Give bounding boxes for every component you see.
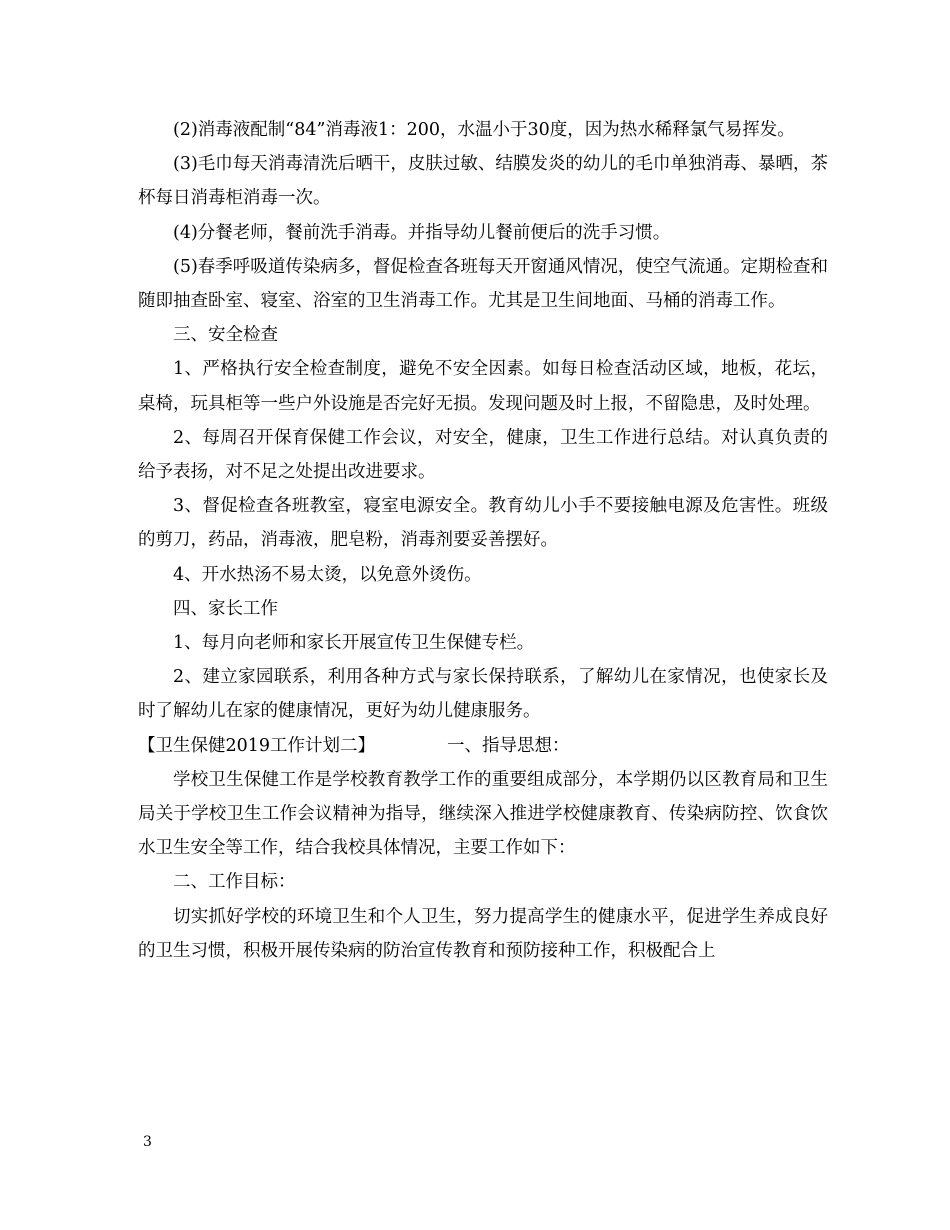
paragraph-electric-safety: 3、督促检查各班教室，寝室电源安全。教育幼儿小手不要接触电源及危害性。班级的剪刀，药品，消毒液，肥皂粉，消毒剂要妥善摆好。 [138, 496, 828, 551]
section-heading-work-goals: 二、工作目标： [173, 872, 296, 893]
plan-two-heading: 【卫生保健2019工作计划二】 [138, 735, 376, 756]
paragraph-work-goals: 切实抓好学校的环境卫生和个人卫生，努力提高学生的健康水平，促进学生养成良好的卫生习惯，积极开展传染病的防治宣传教育和预防接种工作，积极配合上 [138, 906, 828, 961]
paragraph-safety-rules: 1、严格执行安全检查制度，避免不安全因素。如每日检查活动区域，地板，花坛，桌椅，玩具柜等一些户外设施是否完好无损。发现问题及时上报，不留隐患，及时处理。 [138, 359, 828, 414]
paragraph-weekly-meeting: 2、每周召开保育保健工作会议，对安全，健康，卫生工作进行总结。对认真负责的给予表扬，对不足之处提出改进要求。 [138, 427, 828, 483]
paragraph-ventilation: (5)春季呼吸道传染病多，督促检查各班每天开窗通风情况，使空气流通。定期检查和随即抽查卧室、寝室、浴室的卫生消毒工作。尤其是卫生间地面、马桶的消毒工作。 [138, 256, 828, 312]
paragraph-towel-disinfection: (3)毛巾每天消毒清洗后晒干，皮肤过敏、结膜发炎的幼儿的毛巾单独消毒、暴晒，茶杯每日消毒柜消毒一次。 [138, 154, 828, 209]
paragraph-home-contact: 2、建立家园联系，利用各种方式与家长保持联系，了解幼儿在家情况，也使家长及时了解幼儿在家的健康情况，更好为幼儿健康服务。 [138, 667, 828, 722]
paragraph-guiding-idea: 学校卫生保健工作是学校教育教学工作的重要组成部分，本学期仍以区教育局和卫生局关于学校卫生工作会议精神为指导，继续深入推进学校健康教育、传染病防控、饮食饮水卫生安全等工作，结合我校具体情况，主要工作如下： [138, 769, 828, 859]
paragraph-hot-water: 4、开水热汤不易太烫，以免意外烫伤。 [173, 564, 482, 585]
page-number: 3 [143, 1134, 152, 1150]
paragraph-monthly-column: 1、每月向老师和家长开展宣传卫生保健专栏。 [173, 633, 535, 654]
paragraph-handwashing: (4)分餐老师，餐前洗手消毒。并指导幼儿餐前便后的洗手习惯。 [173, 222, 671, 243]
section-heading-safety-check: 三、安全检查 [173, 325, 278, 346]
paragraph-disinfectant-mixing: (2)消毒液配制“84”消毒液1：200，水温小于30度，因为热水稀释氯气易挥发。 [173, 120, 795, 140]
plan-two-heading-line [138, 729, 828, 763]
document-body [138, 113, 828, 968]
plan-two-first-item: 一、指导思想： [447, 735, 570, 756]
section-heading-parent-work: 四、家长工作 [173, 598, 278, 619]
